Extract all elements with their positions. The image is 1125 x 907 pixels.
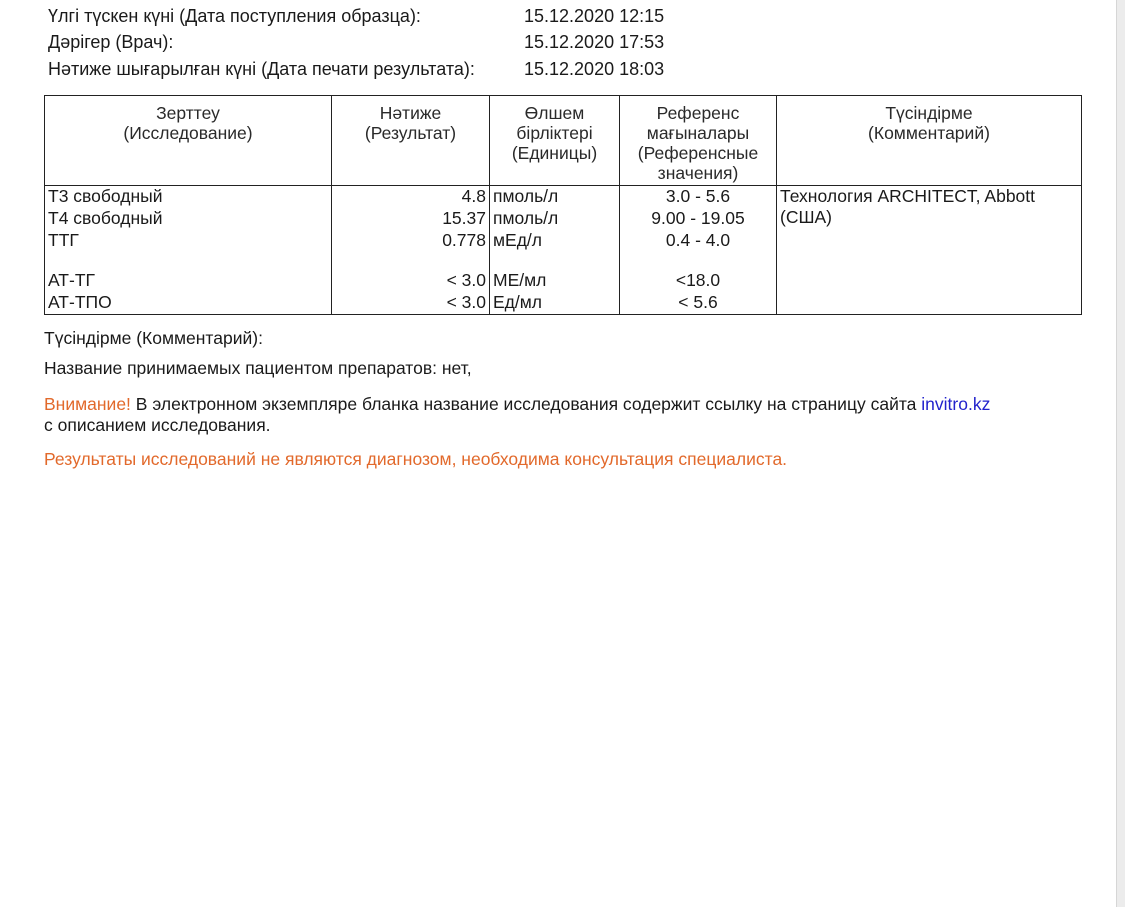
meta-label: Нәтиже шығарылған күні (Дата печати результата): — [48, 59, 475, 79]
attention-tail: с описанием исследования. — [44, 415, 271, 435]
attention-word: Внимание! — [44, 394, 131, 414]
header-result-l2: (Результат) — [364, 123, 457, 143]
cell-unit: пмоль/л — [490, 208, 620, 230]
header-ref-l3: (Референсные — [637, 143, 759, 163]
header-ref-l2: мағыналары — [646, 123, 750, 143]
header-units-l1: Өлшем — [524, 103, 585, 123]
cell-result: 0.778 — [332, 230, 490, 270]
meta-print-date — [48, 58, 664, 80]
disclaimer: Результаты исследований не являются диагнозом, необходима консультация специалиста. — [44, 449, 788, 469]
table-header-row — [45, 96, 1082, 186]
meta-value: 15.12.2020 18:03 — [524, 59, 665, 79]
header-study-l2: (Исследование) — [123, 123, 253, 143]
cell-comment: Технология ARCHITECT, Abbott (США) — [777, 186, 1082, 315]
page-edge — [1116, 0, 1125, 907]
cell-ref: 9.00 - 19.05 — [620, 208, 777, 230]
header-result — [332, 96, 490, 186]
cell-unit: пмоль/л — [490, 186, 620, 209]
header-ref-l1: Референс — [656, 103, 740, 123]
meta-sample-date — [48, 5, 664, 27]
header-result-l1: Нәтиже — [379, 103, 442, 123]
cell-study: АТ-ТГ — [45, 270, 332, 292]
cell-result: < 3.0 — [332, 270, 490, 292]
cell-ref: <18.0 — [620, 270, 777, 292]
attention-note — [44, 394, 1084, 436]
comment-heading: Түсіндірме (Комментарий): — [44, 328, 263, 348]
cell-unit: Ед/мл — [490, 292, 620, 315]
header-study-l1: Зерттеу — [156, 103, 220, 123]
table-row — [45, 186, 1082, 209]
header-comment-l2: (Комментарий) — [868, 123, 990, 143]
meta-label: Үлгі түскен күні (Дата поступления образца): — [48, 6, 421, 26]
header-study — [45, 96, 332, 186]
site-link[interactable]: invitro.kz — [921, 394, 991, 414]
cell-study: Т3 свободный — [45, 186, 332, 209]
results-table — [44, 95, 1082, 315]
cell-study: ТТГ — [45, 230, 332, 270]
header-units-l2: бірліктері — [516, 123, 593, 143]
medications-note: Название принимаемых пациентом препаратов: нет, — [44, 358, 472, 378]
attention-text: В электронном экземпляре бланка название исследования содержит ссылку на страницу сайта — [135, 394, 917, 414]
cell-result: 15.37 — [332, 208, 490, 230]
meta-label: Дәрігер (Врач): — [48, 32, 174, 52]
cell-study: АТ-ТПО — [45, 292, 332, 315]
header-comment — [777, 96, 1082, 186]
cell-result: 4.8 — [332, 186, 490, 209]
header-units — [490, 96, 620, 186]
header-units-l3: (Единицы) — [511, 143, 598, 163]
meta-value: 15.12.2020 12:15 — [524, 6, 665, 26]
cell-unit: мЕд/л — [490, 230, 620, 270]
meta-value: 15.12.2020 17:53 — [524, 32, 665, 52]
header-comment-l1: Түсіндірме — [885, 103, 973, 123]
header-ref-l4: значения) — [657, 163, 739, 183]
cell-ref: < 5.6 — [620, 292, 777, 315]
cell-study: Т4 свободный — [45, 208, 332, 230]
cell-ref: 3.0 - 5.6 — [620, 186, 777, 209]
cell-result: < 3.0 — [332, 292, 490, 315]
cell-ref: 0.4 - 4.0 — [620, 230, 777, 270]
meta-doctor — [48, 31, 664, 53]
cell-unit: МЕ/мл — [490, 270, 620, 292]
header-ref — [620, 96, 777, 186]
